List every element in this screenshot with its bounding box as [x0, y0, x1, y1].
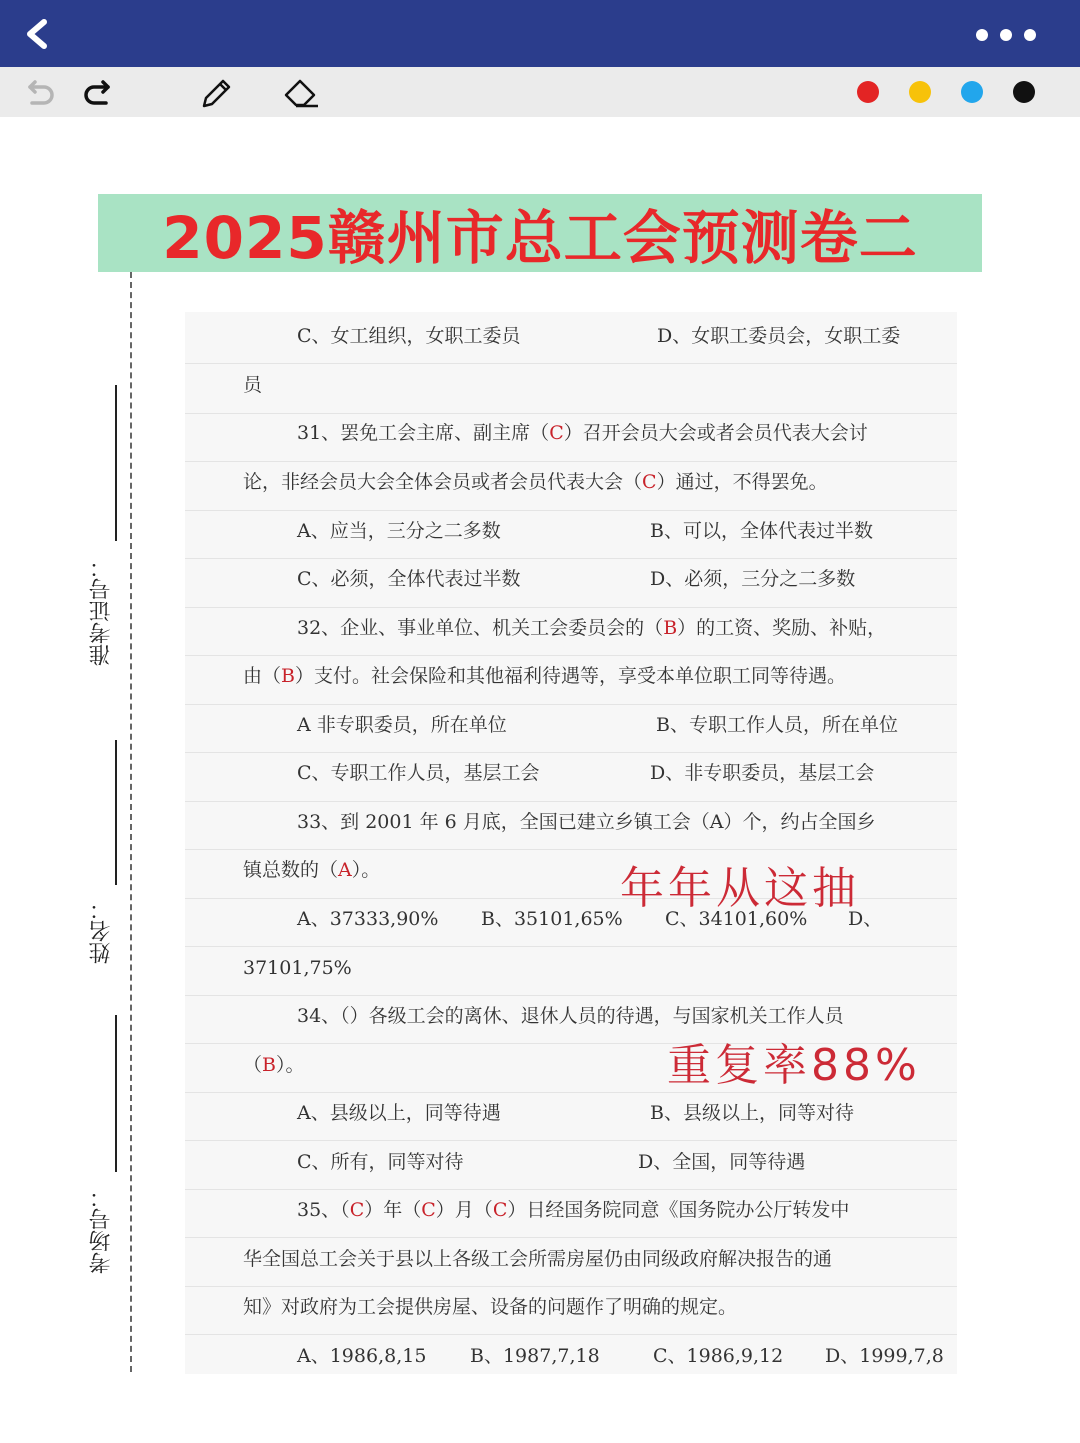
question-31-line1: 31、罢免工会主席、副主席（C）召开会员大会或者会员代表大会讨 — [297, 422, 868, 444]
rule-line — [185, 558, 957, 559]
rule-line — [185, 1286, 957, 1287]
option-d: D、必须，三分之二多数 — [650, 568, 856, 590]
option-b: B、1987,7,18 — [470, 1345, 600, 1367]
rule-line — [185, 704, 957, 705]
option-a: A、县级以上，同等待遇 — [297, 1102, 501, 1124]
option-c: C、必须，全体代表过半数 — [297, 568, 521, 590]
question-35-line2: 华全国总工会关于县以上各级工会所需房屋仍由同级政府解决报告的通 — [243, 1248, 833, 1270]
back-icon[interactable] — [18, 14, 58, 54]
option-d: D、 — [848, 908, 883, 930]
color-black-swatch[interactable] — [1013, 81, 1035, 103]
answer-mark: A — [338, 859, 352, 881]
option-a: A 非专职委员，所在单位 — [297, 714, 507, 736]
undo-icon[interactable] — [22, 75, 58, 111]
option-c: C、1986,9,12 — [653, 1345, 784, 1367]
option-text: C、女工组织，女职工委员 — [297, 325, 521, 347]
answer-mark: C — [642, 471, 657, 493]
answer-mark: B — [663, 617, 678, 639]
question-33-line2: 镇总数的（A）。 — [243, 859, 381, 881]
question-32-line2: 由（B）支付。社会保险和其他福利待遇等，享受本单位职工同等待遇。 — [243, 665, 846, 687]
name-label: 姓名： — [89, 898, 114, 964]
pen-icon[interactable] — [198, 75, 234, 111]
redo-icon[interactable] — [80, 75, 116, 111]
rule-line — [185, 363, 957, 364]
rule-line — [185, 510, 957, 511]
option-c: C、专职工作人员，基层工会 — [297, 762, 540, 784]
color-blue-swatch[interactable] — [961, 81, 983, 103]
rule-line — [185, 607, 957, 608]
rule-line — [185, 849, 957, 850]
answer-mark: C — [349, 1199, 365, 1221]
handwritten-note-frequent: 年年从这抽 — [620, 863, 860, 914]
rule-line — [185, 1189, 957, 1190]
drawing-toolbar — [0, 67, 1080, 117]
answer-mark: C — [421, 1199, 436, 1221]
title-banner — [98, 194, 982, 272]
answer-mark: C — [492, 1199, 508, 1221]
question-31-line2: 论，非经会员大会全体会员或者会员代表大会（C）通过，不得罢免。 — [243, 471, 828, 493]
rule-line — [185, 801, 957, 802]
rule-line — [185, 946, 957, 947]
question-34-line1: 34、（）各级工会的离休、退休人员的待遇，与国家机关工作人员 — [297, 1005, 844, 1027]
id-number-blank — [115, 385, 117, 541]
exam-room-blank — [115, 1015, 117, 1172]
option-b: B、35101,65% — [481, 908, 623, 930]
option-b: B、可以，全体代表过半数 — [650, 520, 873, 542]
question-35-line1: 35、（C）年（C）月（C）日经国务院同意《国务院办公厅转发中 — [297, 1199, 850, 1221]
question-34-line2: （B）。 — [243, 1054, 305, 1076]
option-d: D、非专职委员，基层工会 — [650, 762, 875, 784]
option-b: B、专职工作人员，所在单位 — [656, 714, 898, 736]
color-yellow-swatch[interactable] — [909, 81, 931, 103]
exam-room-label: 考场号： — [89, 1186, 114, 1274]
id-number-label: 准考证号： — [89, 556, 114, 666]
rule-line — [185, 1334, 957, 1335]
answer-mark: B — [262, 1054, 276, 1076]
more-options-icon[interactable] — [976, 24, 1040, 46]
question-35-line3: 知》对政府为工会提供房屋、设备的问题作了明确的规定。 — [243, 1296, 738, 1318]
question-33-line1: 33、到 2001 年 6 月底，全国已建立乡镇工会（A）个，约占全国乡 — [297, 811, 876, 833]
page-title: 2025赣州市总工会预测卷二 — [162, 204, 918, 272]
option-d: D、1999,7,8 — [825, 1345, 944, 1367]
option-d-continued: 37101,75% — [243, 957, 352, 979]
binding-dashed-line — [130, 272, 132, 1372]
color-red-swatch[interactable] — [857, 81, 879, 103]
option-a: A、应当，三分之二多数 — [297, 520, 501, 542]
option-b: B、县级以上，同等对待 — [650, 1102, 854, 1124]
option-text: D、女职工委员会，女职工委 — [657, 325, 901, 347]
rule-line — [185, 655, 957, 656]
top-app-bar — [0, 0, 1080, 67]
rule-line — [185, 1140, 957, 1141]
rule-line — [185, 413, 957, 414]
option-d: D、全国，同等待遇 — [638, 1151, 806, 1173]
rule-line — [185, 461, 957, 462]
rule-line — [185, 1237, 957, 1238]
eraser-icon[interactable] — [282, 75, 318, 111]
rule-line — [185, 995, 957, 996]
answer-mark: C — [549, 422, 564, 444]
handwritten-note-repeat-rate: 重复率88% — [667, 1040, 921, 1091]
name-blank — [115, 740, 117, 885]
body-text: 员 — [243, 374, 263, 396]
rule-line — [185, 752, 957, 753]
option-c: C、34101,60% — [665, 908, 808, 930]
option-c: C、所有，同等对待 — [297, 1151, 464, 1173]
option-a: A、1986,8,15 — [297, 1345, 427, 1367]
option-a: A、37333,90% — [297, 908, 439, 930]
answer-mark: B — [281, 665, 295, 687]
question-32-line1: 32、企业、事业单位、机关工会委员会的（B）的工资、奖励、补贴， — [297, 617, 887, 639]
